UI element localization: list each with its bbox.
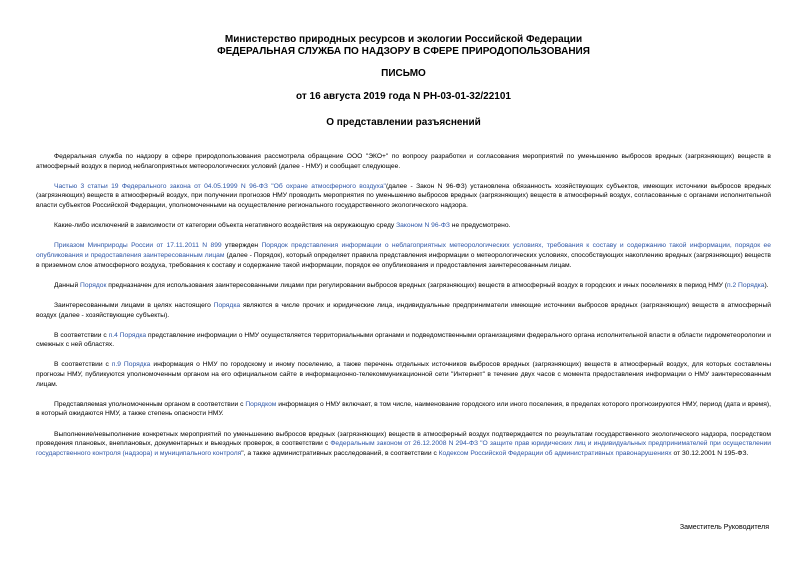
paragraph-text: (далее - Закон N 96-ФЗ) установлена обязанность хозяйствующих субъектов, имеющих источники выбросов вредных (загрязняющих) веществ в атмосферный воздух, при получении прогнозов НМУ проводить мероприятия по уменьшению выбросов вредных (загрязняющих) веществ в атмосферный воздух, согласованные с органами исполнительной власти субъектов Российской Федерации, уполномоченными на осуществление регионального государственного экологического надзора. [36, 182, 771, 209]
paragraph-5 [36, 281, 771, 291]
paragraph-text: от 30.12.2001 N 195-ФЗ. [671, 449, 749, 457]
paragraph-1 [36, 152, 771, 171]
paragraph-4 [36, 241, 771, 270]
paragraph-8 [36, 360, 771, 389]
ministry-heading: Министерство природных ресурсов и экологии Российской Федерации [224, 34, 583, 45]
order-899-link[interactable]: Приказом Минприроды России от 17.11.2011 N 899 [54, 242, 222, 250]
paragraph-text: В соответствии с [54, 331, 109, 339]
document-body [36, 152, 771, 469]
paragraph-text: Выполнение/невыполнение конкретных мероприятий по уменьшению выбросов вредных (загрязняющих) веществ в атмосферный воздух подтверждается по результатам государственного экологического надзора, посредством проведения плановых, внеплановых, документарных и выездных проверок, в соответствии с [36, 430, 771, 448]
paragraph-text: представление информации о НМУ осуществляется территориальными органами и подведомственными организациями федерального органа исполнительной власти в области гидрометеорологии и смежных с ней областях. [36, 331, 771, 349]
paragraph-text: не предусмотрено. [449, 222, 511, 230]
document-date-number: от 16 августа 2019 года N РН-03-01-32/22101 [296, 91, 511, 102]
paragraph-10 [36, 430, 771, 459]
paragraph-text: (далее - Порядок), который определяет правила представления информации о метеорологических условиях, способствующих накоплению вредных (загрязняющих) веществ в приземном слое атмосферного воздуха, требования к составу и содержание такой информации, порядок ее опубликования и предоставления заинтересованным лицам. [36, 251, 771, 269]
service-heading: ФЕДЕРАЛЬНАЯ СЛУЖБА ПО НАДЗОРУ В СФЕРЕ ПРИРОДОПОЛЬЗОВАНИЯ [217, 46, 590, 57]
paragraph-text: Какие-либо исключений в зависимости от категории объекта негативного воздействия на окружающую среду [54, 222, 397, 230]
law-96fz-link[interactable]: Частью 3 статьи 19 Федерального закона от 04.05.1999 N 96-ФЗ "Об охране атмосферного воздуха" [54, 182, 386, 190]
paragraph-text: предназначен для использования заинтересованными лицами при регулировании выбросов вредных (загрязняющих) веществ в атмосферный воздух в городских и иных поселениях в период НМУ ( [106, 281, 727, 289]
paragraph-text: Представляемая уполномоченным органом в соответствии с [54, 400, 246, 408]
procedure-title-link[interactable]: Порядок представления информации о неблагоприятных метеорологических условиях, требования к составу и содержанию такой информации, порядок ее опубликования и предоставления заинтересованным лицам [36, 242, 771, 259]
signature-title: Заместитель Руководителя [679, 524, 769, 531]
procedure-p4-link[interactable]: п.4 Порядка [108, 331, 147, 339]
law-294fz-link[interactable]: Федеральным законом от 26.12.2008 N 294-ФЗ "О защите прав юридических лиц и индивидуальных предпринимателей при осуществлении государственного контроля (надзора) и муниципального контроля [36, 440, 771, 457]
law-96fz-short-link[interactable]: Законом N 96-ФЗ [396, 222, 450, 230]
paragraph-text: утвержден [221, 242, 262, 250]
paragraph-text: являются в числе прочих и юридические лица, индивидуальные предприниматели имеющие источники выбросов вредных (загрязняющих) веществ в атмосферный воздух (далее - хозяйствующие субъекты). [36, 301, 772, 319]
paragraph-text: ). [764, 281, 769, 289]
paragraph-text: Данный [54, 281, 81, 289]
paragraph-text: Федеральная служба по надзору в сфере природопользования рассмотрела обращение ООО "ЭКО+" по вопросу разработки и согласования мероприятий по уменьшению выбросов вредных (загрязняющих) веществ в атмосферный воздух в период неблагоприятных метеорологических условий (далее - НМУ) и сообщает следующее. [36, 153, 771, 170]
paragraph-3 [36, 221, 771, 231]
paragraph-2 [36, 182, 771, 211]
document-type: ПИСЬМО [381, 68, 426, 79]
procedure-link[interactable]: Порядка [213, 301, 241, 309]
paragraph-text: Заинтересованными лицами в целях настоящего [54, 301, 214, 309]
paragraph-text: информация о НМУ включает, в том числе, наименование городского или иного поселения, в пределах которого прогнозируются НМУ, период (дата и время), в который ожидаются НМУ, а также степень опасности НМУ. [36, 400, 771, 418]
paragraph-text: ", а также административных расследований, в соответствии с [241, 449, 439, 457]
koap-link[interactable]: Кодексом Российской Федерации об административных правонарушениях [438, 449, 672, 457]
paragraph-6 [36, 301, 771, 320]
document-subject: О представлении разъяснений [326, 117, 481, 128]
paragraph-9 [36, 400, 771, 419]
paragraph-text: информация о НМУ по городскому и иному поселению, а также перечень отдельных источников выбросов вредных (загрязняющих) веществ в атмосферный воздух, для которых составлены прогнозы НМУ, публикуются уполномоченным органом на его официальном сайте в информационно-телекоммуникационной сети "Интернет" в течение двух часов с момента предоставления информации о НМУ заинтересованным лицам. [36, 361, 772, 388]
procedure-p2-link[interactable]: п.2 Порядка [726, 281, 765, 289]
paragraph-text: В соответствии с [54, 361, 112, 369]
paragraph-7 [36, 331, 771, 350]
procedure-p9-link[interactable]: п.9 Порядка [111, 361, 151, 369]
procedure-link[interactable]: Порядок [80, 281, 107, 289]
procedure-link[interactable]: Порядком [245, 400, 277, 408]
